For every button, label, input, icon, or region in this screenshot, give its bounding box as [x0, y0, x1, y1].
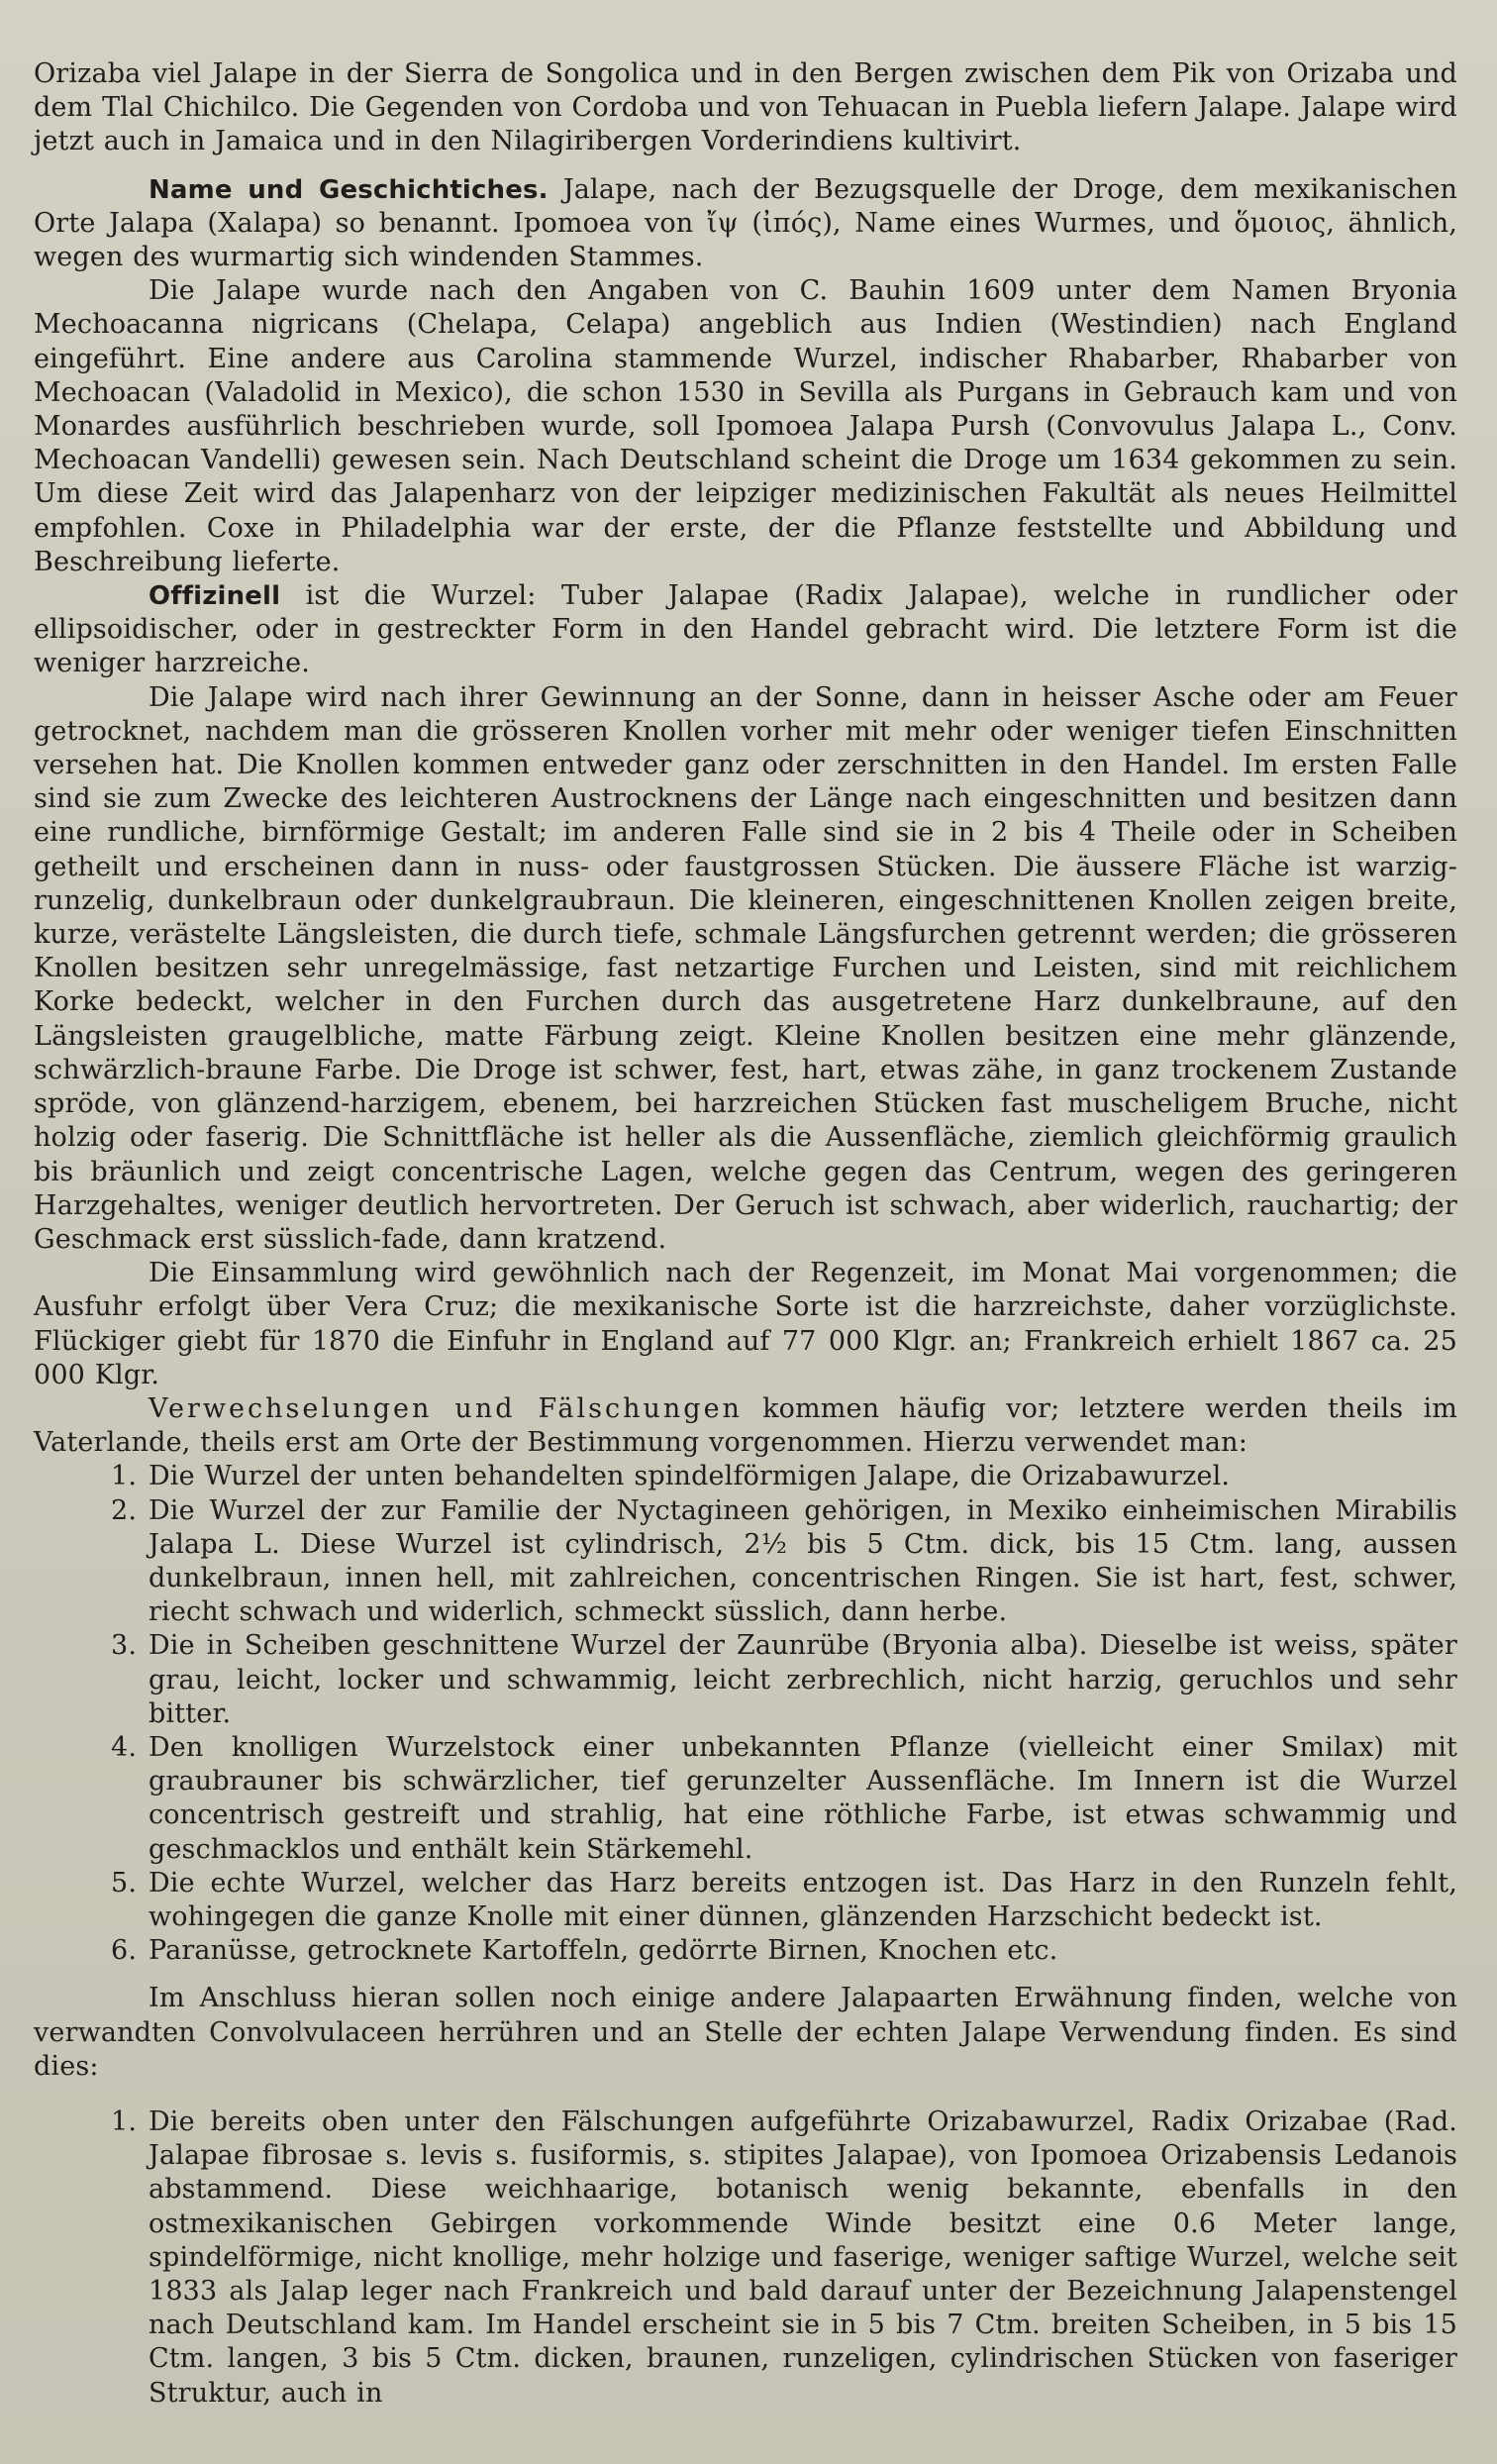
adulterations-list: [34, 1460, 1457, 1968]
list-item: [34, 1731, 1457, 1867]
list-number: 2.: [111, 1494, 138, 1526]
paragraph-adulterations-text: kommen häufig vor; letztere werden theils im Vaterlande, theils erst am Orte der Bestimmung vorgenommen. Hierzu verwendet man:: [34, 1392, 1458, 1459]
list-item-text: Die in Scheiben geschnittene Wurzel der Zaunrübe (Bryonia alba). Dieselbe ist weiss, später grau, leicht, locker und schwammig, leicht zerbrechlich, nicht harzig, geruchlos und sehr bitter.: [149, 1630, 1457, 1729]
list-number: 5.: [111, 1867, 138, 1899]
paragraph-adulterations: [34, 1392, 1457, 1460]
section-heading-name: Name und Geschichtiches.: [149, 174, 549, 205]
list-item: [34, 1867, 1457, 1934]
page-text: [34, 57, 1457, 2411]
list-item-text: Den knolligen Wurzelstock einer unbekannten Pflanze (vielleicht einer Smilax) mit graubrauner bis schwärzlicher, tief gerunzelter Aussenfläche. Im Innern ist die Wurzel concentrisch gestreift und strahlig, hat eine röthliche Farbe, ist etwas schwammig und geschmacklos und enthält kein Stärkemehl.: [149, 1731, 1457, 1865]
list-item-text: Die Wurzel der zur Familie der Nyctagineen gehörigen, in Mexiko einheimischen Mirabilis Jalapa L. Diese Wurzel ist cylindrisch, 2½ bis 5 Ctm. dick, bis 15 Ctm. lang, aussen dunkelbraun, innen hell, mit zahlreichen, concentrischen Ringen. Sie ist hart, fest, schwer, riecht schwach und widerlich, schmeckt süsslich, dann herbe.: [149, 1494, 1457, 1628]
section-heading-offizinell: Offizinell: [149, 581, 281, 612]
list-item: [34, 1629, 1457, 1731]
paragraph-name-text: Jalape, nach der Bezugsquelle der Droge, dem mexikanischen Orte Jalapa (Xalapa) so benannt. Ipomoea von ἴψ (ἰπός), Name eines Wurmes, und ὅμοιος, ähnlich, wegen des wurmartig sich windenden Stammes.: [34, 173, 1457, 273]
list-item: [34, 1460, 1457, 1493]
list-number: 6.: [111, 1935, 138, 1967]
paragraph-origin: Orizaba viel Jalape in der Sierra de Songolica und in den Bergen zwischen dem Pik von Orizaba und dem Tlal Chichilco. Die Gegenden von Cordoba und von Tehuacan in Puebla liefern Jalape. Jalape wird jetzt auch in Jamaica und in den Nilagiribergen Vorderindiens kultivirt.: [34, 58, 1457, 157]
section-heading-adulterations: Verwechselungen und Fälschungen: [149, 1392, 743, 1424]
paragraph-offizinell: [34, 579, 1457, 681]
paragraph-description: Die Jalape wird nach ihrer Gewinnung an der Sonne, dann in heisser Asche oder am Feuer getrocknet, nachdem man die grösseren Knollen vorher mit mehr oder weniger tiefen Einschnitten versehen hat. Die Knollen kommen entweder ganz oder zerschnitten in den Handel. Im ersten Falle sind sie zum Zwecke des leichteren Austrocknens der Länge nach eingeschnitten und besitzen dann eine rundliche, birnförmige Gestalt; im anderen Falle sind sie in 2 bis 4 Theile oder in Scheiben getheilt und erscheinen dann in nuss- oder faustgrossen Stücken. Die äussere Fläche ist warzig-runzelig, dunkelbraun oder dunkelgraubraun. Die kleineren, eingeschnittenen Knollen zeigen breite, kurze, verästelte Längsleisten, die durch tiefe, schmale Längsfurchen getrennt werden; die grösseren Knollen besitzen sehr unregelmässige, fast netzartige Furchen und Leisten, sind mit reichlichem Korke bedeckt, welcher in den Furchen durch das ausgetretene Harz dunkelbraune, auf den Längsleisten graugelbliche, matte Färbung zeigt. Kleine Knollen besitzen eine mehr glänzende, schwärzlich-braune Farbe. Die Droge ist schwer, fest, hart, etwas zähe, in ganz trockenem Zustande spröde, von glänzend-harzigem, ebenem, bei harzreichen Stücken fast muscheligem Bruche, nicht holzig oder faserig. Die Schnittfläche ist heller als die Aussenfläche, ziemlich gleichförmig graulich bis bräunlich und zeigt concentrische Lagen, welche gegen das Centrum, wegen des geringeren Harzgehaltes, weniger deutlich hervortreten. Der Geruch ist schwach, aber widerlich, rauchartig; der Geschmack erst süsslich-fade, dann kratzend.: [34, 681, 1457, 1255]
list-item-text: Die bereits oben unter den Fälschungen aufgeführte Orizabawurzel, Radix Orizabae (Rad. Jalapae fibrosae s. levis s. fusiformis, s. stipites Jalapae), von Ipomoea Orizabensis Ledanois abstammend. Diese weichhaarige, botanisch wenig bekannte, ebenfalls in den ostmexikanischen Gebirgen vorkommende Winde besitzt eine 0.6 Meter lange, spindelförmige, nicht knollige, mehr holzige und faserige, weniger saftige Wurzel, welche seit 1833 als Jalap leger nach Frankreich und bald darauf unter der Bezeichnung Jalapenstengel nach Deutschland kam. Im Handel erscheint sie in 5 bis 7 Ctm. breiten Scheiben, in 5 bis 15 Ctm. langen, 3 bis 5 Ctm. dicken, braunen, runzeligen, cylindrischen Stücken von faseriger Struktur, auch in: [149, 2105, 1457, 2409]
paragraph-history: Die Jalape wurde nach den Angaben von C. Bauhin 1609 unter dem Namen Bryonia Mechoacanna nigricans (Chelapa, Celapa) angeblich aus Indien (Westindien) nach England eingeführt. Eine andere aus Carolina stammende Wurzel, indischer Rhabarber, Rhabarber von Mechoacan (Valadolid in Mexico), die schon 1530 in Sevilla als Purgans in Gebrauch kam und von Monardes ausführlich beschrieben wurde, soll Ipomoea Jalapa Pursh (Convovulus Jalapa L., Conv. Mechoacan Vandelli) gewesen sein. Nach Deutschland scheint die Droge um 1634 gekommen zu sein. Um diese Zeit wird das Jalapenharz von der leipziger medizinischen Fakultät als neues Heilmittel empfohlen. Coxe in Philadelphia war der erste, der die Pflanze feststellte und Abbildung und Beschreibung lieferte.: [34, 275, 1457, 577]
list-number: 1.: [111, 1461, 138, 1492]
list-number: 4.: [111, 1731, 138, 1763]
paragraph-related-species: Im Anschluss hieran sollen noch einige andere Jalapaarten Erwähnung finden, welche von verwandten Convolvulaceen herrühren und an Stelle der echten Jalape Verwendung finden. Es sind dies:: [34, 1983, 1457, 2082]
paragraph-collection: Die Einsammlung wird gewöhnlich nach der Regenzeit, im Monat Mai vorgenommen; die Ausfuhr erfolgt über Vera Cruz; die mexikanische Sorte ist die harzreichste, daher vorzüglichste. Flückiger giebt für 1870 die Einfuhr in England auf 77 000 Klgr. an; Frankreich erhielt 1867 ca. 25 000 Klgr.: [34, 1258, 1457, 1390]
paragraph-name-history: [34, 173, 1457, 275]
list-number: 3.: [111, 1630, 138, 1662]
list-number: 1.: [111, 2105, 138, 2137]
list-item: [34, 1934, 1457, 1968]
related-species-list: [34, 2105, 1457, 2411]
list-item-text: Die echte Wurzel, welcher das Harz bereits entzogen ist. Das Harz in den Runzeln fehlt, wohingegen die ganze Knolle mit einer dünnen, glänzenden Harzschicht bedeckt ist.: [149, 1867, 1457, 1932]
list-item: [34, 1494, 1457, 1630]
list-item-text: Paranüsse, getrocknete Kartoffeln, gedörrte Birnen, Knochen etc.: [149, 1935, 1058, 1967]
list-item: [34, 2105, 1457, 2411]
paragraph-offizinell-text: ist die Wurzel: Tuber Jalapae (Radix Jalapae), welche in rundlicher oder ellipsoidischer, oder in gestreckter Form in den Handel gebracht wird. Die letztere Form ist die weniger harzreiche.: [34, 580, 1458, 679]
list-item-text: Die Wurzel der unten behandelten spindelförmigen Jalape, die Orizabawurzel.: [149, 1461, 1231, 1492]
